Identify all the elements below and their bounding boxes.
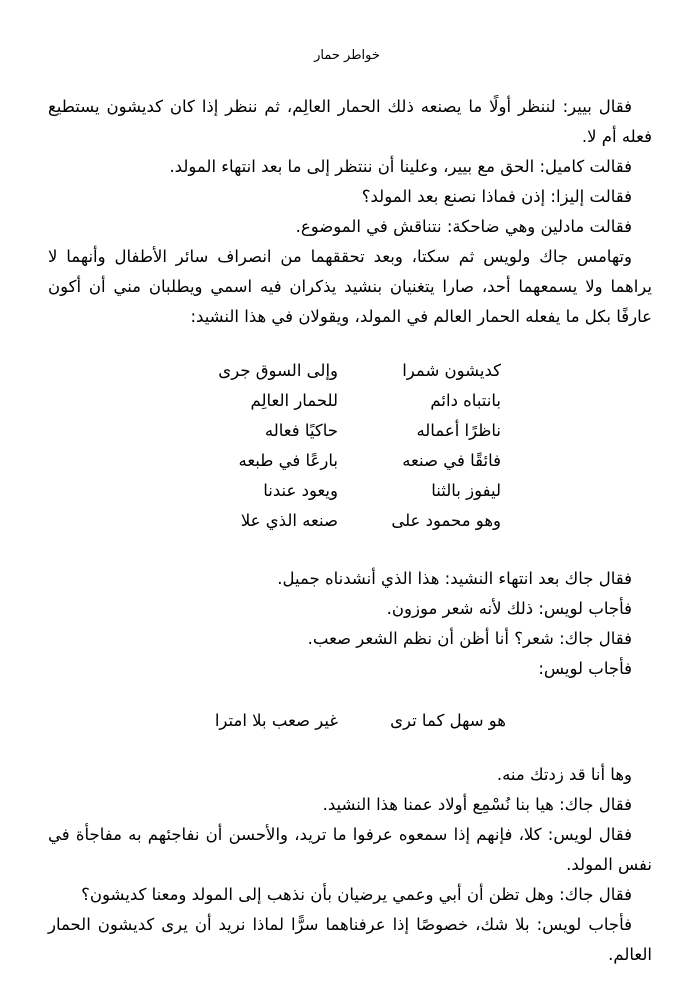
verse-hemistich-first: هو سهل كما ترى — [390, 711, 506, 730]
paragraph: فقال جاك بعد انتهاء النشيد: هذا الذي أنشدناه جميل. — [277, 569, 632, 588]
paragraph: وتهامس جاك ولويس ثم سكتا، وبعد تحققهما من انصراف سائر الأطفال وأنهما لا يراهما ولا يسمعهما أحد، صارا يتغنيان بنشيد يذكران فيه اسمي ويطلبان مني أن أكون عارفًا بكل ما يفعله الحمار العالم في المولد، ويقولان في هذا النشيد: — [48, 247, 652, 326]
poem-hemistich-first: وهو محمود على — [391, 511, 501, 530]
poem-hemistich-second: وإلى السوق جرى — [218, 361, 338, 380]
poem-line — [0, 446, 694, 476]
paragraph: فقال جاك: شعر؟ أنا أظن أن نظم الشعر صعب. — [307, 629, 632, 648]
poem-hemistich-second: صنعه الذي علا — [240, 511, 338, 530]
page-header-title: خواطر حمار — [314, 48, 380, 63]
poem-hemistich-second: بارعًا في طبعه — [238, 451, 338, 470]
poem-hemistich-first: فائقًا في صنعه — [402, 451, 501, 470]
paragraph: فقالت كاميل: الحق مع بيير، وعلينا أن ننتظر إلى ما بعد انتهاء المولد. — [169, 157, 632, 176]
poem-hemistich-first: كديشون شمرا — [402, 361, 501, 380]
paragraph: فقالت إليزا: إذن فماذا نصنع بعد المولد؟ — [361, 187, 632, 206]
poem-line — [0, 356, 694, 386]
paragraph: فأجاب لويس: ذلك لأنه شعر موزون. — [386, 599, 632, 618]
poem-line — [0, 386, 694, 416]
poem-hemistich-first: ليفوز بالثنا — [431, 481, 501, 500]
poem-hemistich-second: للحمار العالِم — [250, 391, 338, 410]
poem-hemistich-second: ويعود عندنا — [263, 481, 338, 500]
paragraph: فقال جاك: هيا بنا نُسْمِع أولاد عمنا هذا النشيد. — [322, 795, 632, 814]
paragraph: وها أنا قد زدتك منه. — [496, 765, 632, 784]
paragraph: فأجاب لويس: — [538, 659, 632, 678]
poem-line — [0, 416, 694, 446]
paragraph: فقالت مادلين وهي ضاحكة: نتناقش في الموضوع. — [295, 217, 632, 236]
poem-hemistich-second: حاكيًا فعاله — [264, 421, 338, 440]
poem-line — [0, 476, 694, 506]
paragraph: فقال لويس: كلا، فإنهم إذا سمعوه عرفوا ما تريد، والأحسن أن نفاجئهم به مفاجأة في نفس المولد. — [48, 825, 652, 874]
poem-hemistich-first: ناظرًا أعماله — [416, 421, 501, 440]
poem-hemistich-first: بانتباه دائم — [430, 391, 501, 410]
paragraph: فقال بيير: لننظر أولًا ما يصنعه ذلك الحمار العالِم، ثم ننظر إذا كان كديشون يستطيع فعله أم لا. — [48, 97, 652, 146]
poem — [0, 356, 694, 536]
paragraph: فأجاب لويس: بلا شك، خصوصًا إذا عرفناهما سرًّا لماذا نريد أن يرى كديشون الحمار العالم. — [48, 915, 652, 964]
paragraph: فقال جاك: وهل تظن أن أبي وعمي يرضيان بأن نذهب إلى المولد ومعنا كديشون؟ — [81, 885, 632, 904]
verse-hemistich-second: غير صعب بلا امترا — [214, 711, 338, 730]
poem-line — [0, 506, 694, 536]
